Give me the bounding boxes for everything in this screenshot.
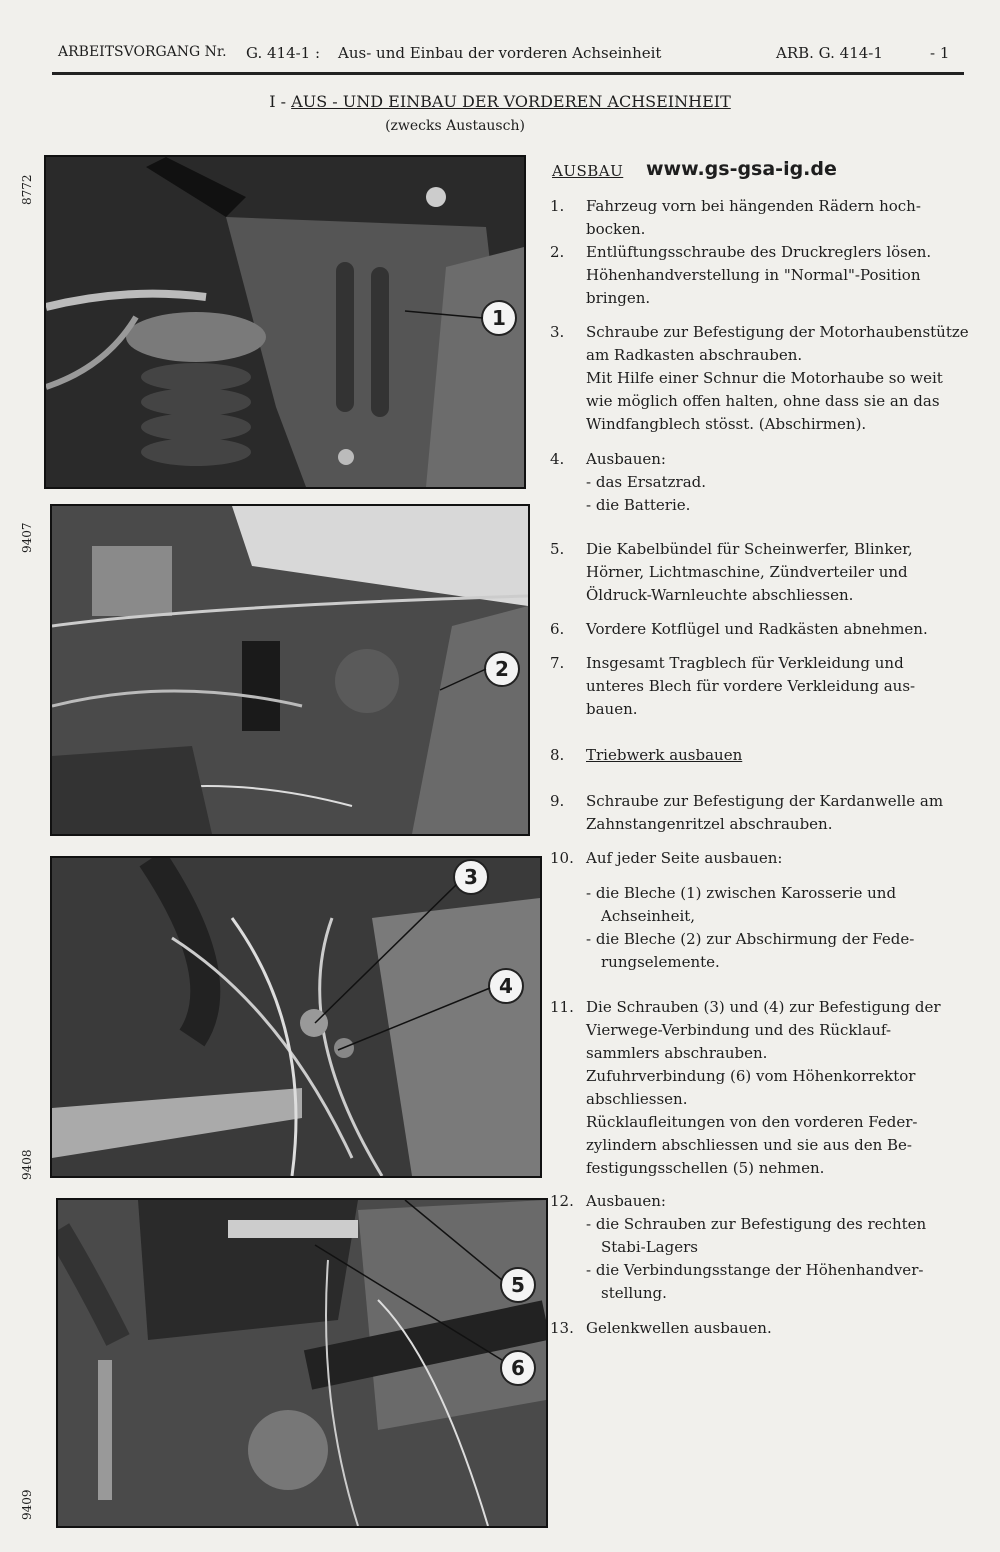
step-item: 1. Fahrzeug vorn bei hängenden Rädern hoch- bocken. xyxy=(550,197,921,238)
callout-3: 3 xyxy=(453,859,489,895)
step-item: 9. Schraube zur Befestigung der Kardanwelle am Zahnstangenritzel abschrauben. xyxy=(550,792,944,833)
photo-number: 8772 xyxy=(20,174,34,205)
step-item: 12. Ausbauen: - die Schrauben zur Befestigung des rechten Stabi-Lagers - die Verbindungsstange der Höhenhandver- stellung. xyxy=(550,1192,927,1302)
callout-1: 1 xyxy=(481,300,517,336)
photo-number: 9409 xyxy=(20,1489,34,1520)
title-main: AUS - UND EINBAU DER VORDEREN ACHSEINHEIT xyxy=(291,92,731,111)
header-page-number: - 1 xyxy=(930,44,950,62)
step-item: 10. Auf jeder Seite ausbauen: - die Bleche (1) zwischen Karosserie und Achseinheit, - die Bleche (2) zur Abschirmung der Fede- rungselemente. xyxy=(550,849,915,971)
photo-number: 9408 xyxy=(20,1149,34,1180)
header-arb: ARB. G. 414-1 xyxy=(776,44,883,62)
header-title: Aus- und Einbau der vorderen Achseinheit xyxy=(338,44,662,62)
step-item: 2. Entlüftungsschraube des Druckreglers lösen. Höhenhandverstellung in "Normal"-Position bringen. xyxy=(550,243,932,307)
step-item: 5. Die Kabelbündel für Scheinwerfer, Blinker, Hörner, Lichtmaschine, Zündverteiler und Öldruck-Warnleuchte abschliessen. xyxy=(550,540,913,604)
callout-6: 6 xyxy=(500,1350,536,1386)
step-item: 4. Ausbauen: - das Ersatzrad. - die Batterie. xyxy=(550,450,707,514)
step-item: 11. Die Schrauben (3) und (4) zur Befestigung der Vierwege-Verbindung und des Rücklauf- sammlers abschrauben. Zufuhrverbindung (6) vom Höhenkorrektor abschliessen. Rücklaufleitungen von den vorderen Feder- zylindern abschliessen und sie aus den Be- festigungsschellen (5) nehmen. xyxy=(550,998,941,1177)
page-subtitle: (zwecks Austausch) xyxy=(385,118,525,134)
header-code: G. 414-1 : xyxy=(246,44,321,62)
callout-2: 2 xyxy=(484,651,520,687)
header-label: ARBEITSVORGANG Nr. xyxy=(58,44,227,60)
step-item: 13. Gelenkwellen ausbauen. xyxy=(550,1319,772,1337)
step-item: 8. Triebwerk ausbauen xyxy=(550,746,743,764)
step-item: 6. Vordere Kotflügel und Radkästen abnehmen. xyxy=(550,620,928,638)
website-watermark: www.gs-gsa-ig.de xyxy=(646,158,837,180)
step-item: 7. Insgesamt Tragblech für Verkleidung und unteres Blech für vordere Verkleidung aus- bauen. xyxy=(550,654,916,718)
section-label: AUSBAU xyxy=(552,162,624,180)
photo-number: 9407 xyxy=(20,522,34,553)
callout-5: 5 xyxy=(500,1267,536,1303)
step-item: 3. Schraube zur Befestigung der Motorhaubenstütze am Radkasten abschrauben. Mit Hilfe einer Schnur die Motorhaube so weit wie möglich offen halten, ohne dass sie an das Windfangblech stösst. (Abschirmen). xyxy=(550,323,969,433)
callout-4: 4 xyxy=(488,968,524,1004)
title-prefix: I - xyxy=(269,92,287,111)
